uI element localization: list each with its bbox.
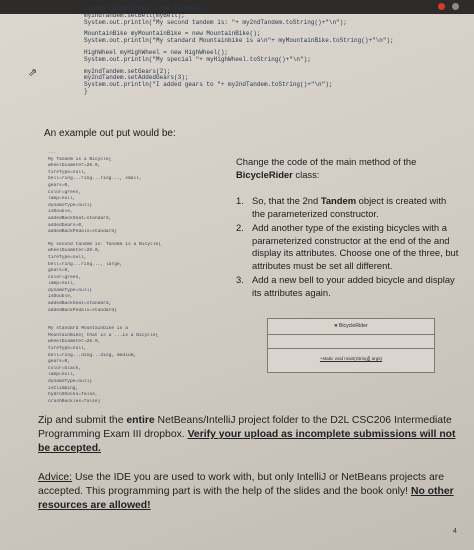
intro-text: Change the code of the main method of the [236, 156, 417, 167]
output-line: isClimbing, [48, 385, 79, 391]
output-line: addedBackPedals=standard} [48, 229, 117, 235]
instruction-number: 2. [236, 222, 244, 233]
output-line: gears=0, [48, 359, 71, 365]
output-line: dynamoType=null} [48, 379, 93, 384]
example-output-heading: An example out put would be: [44, 128, 176, 139]
submission-instructions [38, 414, 458, 456]
uml-method: +static void main(String[] args) [319, 356, 383, 361]
output-line: wheelDiameter=26.0, [48, 339, 101, 345]
output-line: hydroShocks=false, [48, 392, 98, 398]
output-line: wheelDiameter=26.0, [48, 248, 101, 254]
output-line: MountainBike{ that is a ...is a Bicycle{ [48, 332, 159, 338]
mouse-cursor-icon: ⇗ [28, 67, 38, 79]
code-line: Tandem my2ndTandem = new Tandem(); [84, 5, 207, 12]
output-line: bell=ring...ring..., large, [48, 261, 123, 267]
example-console-output [48, 150, 228, 405]
output-line: My standard Mountainbike is a [48, 326, 128, 332]
code-line: my2ndTandem.setGears(2); [84, 67, 171, 75]
code-line: System.out.println("I added gears to "+ my2ndTandem.toString()+"\n"); [84, 81, 333, 89]
instruction-number: 3. [236, 274, 244, 285]
code-line: my2ndTandem.setAddedGears(3); [84, 74, 189, 82]
instruction-item [236, 274, 461, 299]
code-line: HighWheel myHighWheel = new HighWheel(); [84, 48, 229, 56]
advice-warning: No other resources are allowed! [38, 486, 454, 511]
output-line: crashBuckles=false} [48, 398, 101, 404]
instruction-text: object is created with the parameterized constructor. [252, 195, 447, 219]
code-line: System.out.println("My second tandem is: "+ my2ndTandem.toString()+"\n"); [84, 18, 347, 26]
uml-class-name [268, 319, 434, 335]
uml-class-label: BicycleRider [338, 323, 368, 329]
uml-class-diagram [267, 318, 435, 373]
code-line: MountainBike myMountainBike = new MountainBike(); [84, 30, 261, 38]
instruction-item [236, 222, 461, 272]
intro-tail: class: [292, 168, 320, 180]
output-line: ... [48, 150, 57, 155]
instruction-text: So, that the 2nd [252, 195, 321, 206]
output-line: addedBackPedals=standard} [48, 307, 117, 313]
page-number: 4 [453, 528, 457, 535]
output-line: gears=0, [48, 182, 71, 188]
output-line: wheelDiameter=26.0, [48, 163, 101, 169]
output-line: My Tandem is a Bicycle{ [48, 156, 112, 162]
code-line: System.out.println("My standard Mountainbike is a\n"+ myMountainBike.toString()+"\n"); [84, 37, 394, 45]
output-line: bell=ring...ding...ding, medium, [48, 352, 137, 358]
instruction-bold: Tandem [320, 195, 357, 206]
instruction-item [236, 195, 461, 220]
output-line: addedGears=0, [48, 222, 84, 228]
output-line: lamp=null, [48, 281, 76, 287]
output-line: dynamoType=null} [48, 202, 93, 208]
submit-verify-warning: Verify your upload as incomplete submissions will not be accepted. [38, 429, 456, 454]
instruction-list [236, 195, 461, 299]
output-line: addedBackSeat=standard, [48, 301, 112, 307]
output-line: bell=ring...ring...ring..., small, [48, 176, 142, 182]
submit-text: NetBeans/IntelliJ project folder to the D2L CSC206 Intermediate Programming Exam III dropbox. [38, 415, 452, 440]
class-icon: ■ [334, 323, 338, 329]
instructions-intro [236, 156, 461, 181]
instruction-number: 1. [236, 195, 244, 206]
submit-entire: entire [126, 415, 155, 426]
instruction-text: Add a new bell to your added bicycle and display its attributes again. [252, 274, 455, 298]
instruction-text: Add another type of the existing bicycles with a parameterized constructor at the end of the and display its attributes. Choose one of the three, but attributes must be set all different. [252, 222, 459, 271]
intro-class-name: BicycleRider [236, 168, 293, 180]
output-line: isDouble, [48, 294, 73, 300]
code-line: System.out.println("My special "+ myHighWheel.toString()+"\n"); [84, 55, 311, 63]
output-line: isDouble, [48, 209, 73, 215]
uml-attributes-section [268, 335, 434, 349]
output-line: addedBackSeat=standard, [48, 215, 112, 221]
output-line: tireType=null, [48, 169, 87, 175]
code-snippet [84, 6, 474, 96]
submit-text: Zip and submit the [38, 415, 127, 426]
output-line: color=black, [48, 365, 82, 371]
output-line: tireType=null, [48, 346, 87, 352]
output-line: My second tandem is: Tandem is a Bicycle{ [48, 241, 162, 247]
output-line: color=green, [48, 274, 82, 280]
output-line: tireType=null, [48, 254, 87, 260]
output-line: dynamoType=null} [48, 287, 93, 293]
advice-label: Advice: [38, 472, 73, 483]
instructions-panel [236, 156, 461, 301]
code-line: my2ndTandem.setBell(myBell); [84, 11, 185, 19]
output-line: lamp=null, [48, 372, 76, 378]
advice-text: Use the IDE you are used to work with, but only IntelliJ or NetBeans projects are accepted. This programming part is with the help of the slides and the book only! [38, 472, 445, 497]
output-line: color=green, [48, 189, 82, 195]
output-line: lamp=null, [48, 196, 76, 202]
code-line: } [84, 87, 88, 95]
output-line: gears=0, [48, 268, 71, 274]
advice-paragraph [38, 471, 458, 513]
